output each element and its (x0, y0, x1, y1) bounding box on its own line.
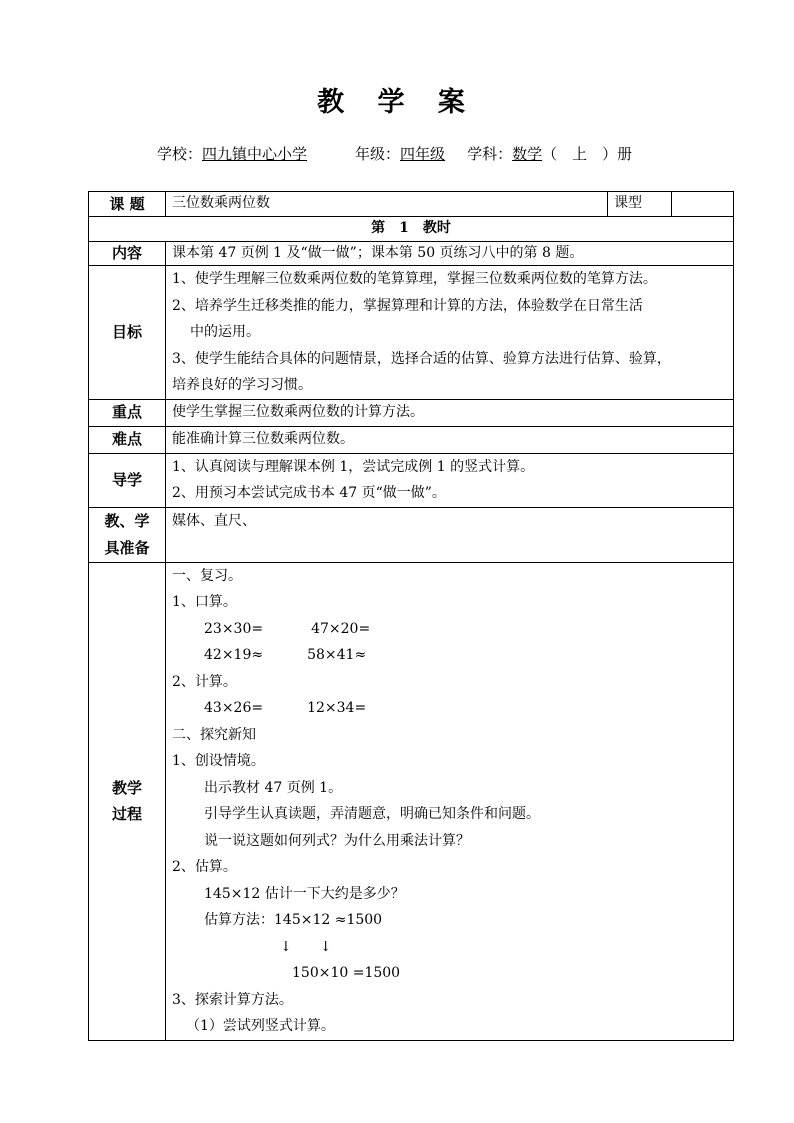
process-line: 145×12 估计一下大约是多少？ (204, 885, 405, 902)
prep-label (89, 507, 166, 562)
prep-value: 媒体、直尺、 (166, 507, 734, 562)
type-label: 课型 (608, 192, 672, 217)
goal-line: 1、使学生理解三位数乘两位数的笔算算理，掌握三位数乘两位数的笔算方法。 (172, 271, 657, 287)
guide-line: 2、用预习本尝试完成书本 47 页“做一做”。 (172, 485, 446, 501)
volume-value: （ 上 ）册 (542, 145, 633, 163)
process-line: （1）尝试列竖式计算。 (186, 1018, 335, 1034)
subject-value: 数学 (512, 145, 543, 163)
process-line: 23×30= 47×20= (204, 620, 371, 637)
process-line: 说一说这题如何列式？为什么用乘法计算？ (204, 832, 470, 849)
goal-line: 2、培养学生迁移类推的能力，掌握算理和计算的方法，体验数学在日常生活 (172, 297, 643, 314)
period-row: 第 1 教时 (89, 217, 734, 242)
process-line: 42×19≈ 58×41≈ (204, 647, 367, 663)
process-label-line: 教学 (111, 778, 142, 797)
process-line: 二、探究新知 (172, 726, 256, 743)
process-line: 1、创设情境。 (172, 753, 265, 769)
process-line: 估算方法：145×12 ≈1500 (204, 912, 383, 928)
school-value: 四九镇中心小学 (202, 145, 308, 163)
goal-line: 3、使学生能结合具体的问题情景，选择合适的估算、验算方法进行估算、验算， (172, 350, 671, 367)
guide-line: 1、认真阅读与理解课本例 1，尝试完成例 1 的竖式计算。 (172, 458, 535, 475)
difficulty-label: 难点 (89, 426, 166, 453)
process-label-line: 过程 (111, 805, 142, 823)
process-label (89, 562, 166, 1040)
goal-label: 目标 (89, 266, 166, 400)
process-line: 2、计算。 (172, 673, 237, 690)
topic-label: 课 题 (89, 192, 166, 217)
key-value: 使学生掌握三位数乘两位数的计算方法。 (166, 399, 734, 426)
school-label: 学校： (157, 145, 203, 163)
lesson-plan-table (88, 191, 734, 1041)
process-line: 3、探索计算方法。 (172, 991, 293, 1008)
process-line: 150×10 =1500 (292, 965, 401, 981)
process-cell (166, 562, 734, 1040)
goal-line: 中的运用。 (190, 324, 260, 340)
goal-line: 培养良好的学习习惯。 (172, 377, 312, 393)
grade-label: 年级： (355, 145, 401, 163)
guide-cell (166, 453, 734, 507)
key-label: 重点 (89, 399, 166, 426)
process-line: ↓ ↓ (280, 938, 332, 955)
goal-cell (166, 266, 734, 400)
process-line: 一、复习。 (172, 567, 242, 584)
process-line: 引导学生认真读题，弄清题意，明确已知条件和问题。 (204, 806, 540, 822)
topic-value: 三位数乘两位数 (166, 192, 608, 217)
grade-value: 四年级 (400, 145, 446, 163)
process-line: 1、口算。 (172, 594, 237, 610)
content-label: 内容 (89, 242, 166, 266)
header-meta (157, 143, 632, 164)
prep-label-line: 具准备 (104, 538, 150, 557)
type-value (672, 192, 734, 217)
prep-label-line: 教、学 (104, 512, 150, 530)
process-line: 43×26= 12×34= (204, 700, 367, 716)
process-line: 出示教材 47 页例 1。 (204, 779, 343, 796)
guide-label: 导学 (89, 453, 166, 507)
content-value: 课本第 47 页例 1 及“做一做”；课本第 50 页练习八中的第 8 题。 (166, 242, 734, 266)
process-line: 2、估算。 (172, 859, 237, 875)
subject-label: 学科： (467, 145, 513, 163)
difficulty-value: 能准确计算三位数乘两位数。 (166, 426, 734, 453)
page-title: 教 学 案 (317, 87, 477, 118)
